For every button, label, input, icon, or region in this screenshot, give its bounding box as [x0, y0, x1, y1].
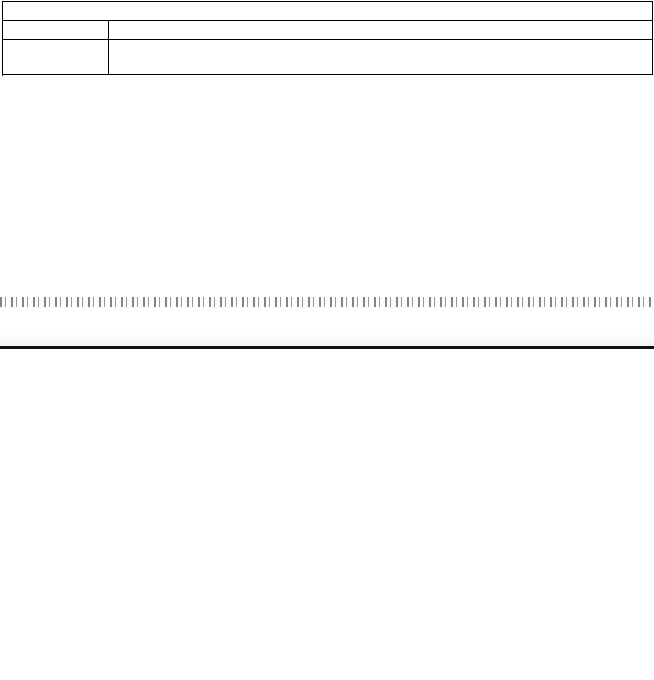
working-condition — [109, 40, 653, 75]
load-chart-sheet — [2, 1, 652, 75]
load-chart-table — [2, 1, 653, 75]
torn-section — [0, 297, 654, 349]
working-radius-header — [3, 21, 109, 40]
torn-edge-bottom — [0, 346, 654, 349]
torn-edge — [0, 297, 654, 307]
radius-unit — [3, 40, 109, 75]
unit-label — [413, 2, 653, 21]
header-row — [3, 21, 653, 40]
chart-title — [3, 2, 413, 21]
condition-row — [3, 40, 653, 75]
boom-header — [109, 21, 653, 40]
title-row — [3, 2, 653, 21]
